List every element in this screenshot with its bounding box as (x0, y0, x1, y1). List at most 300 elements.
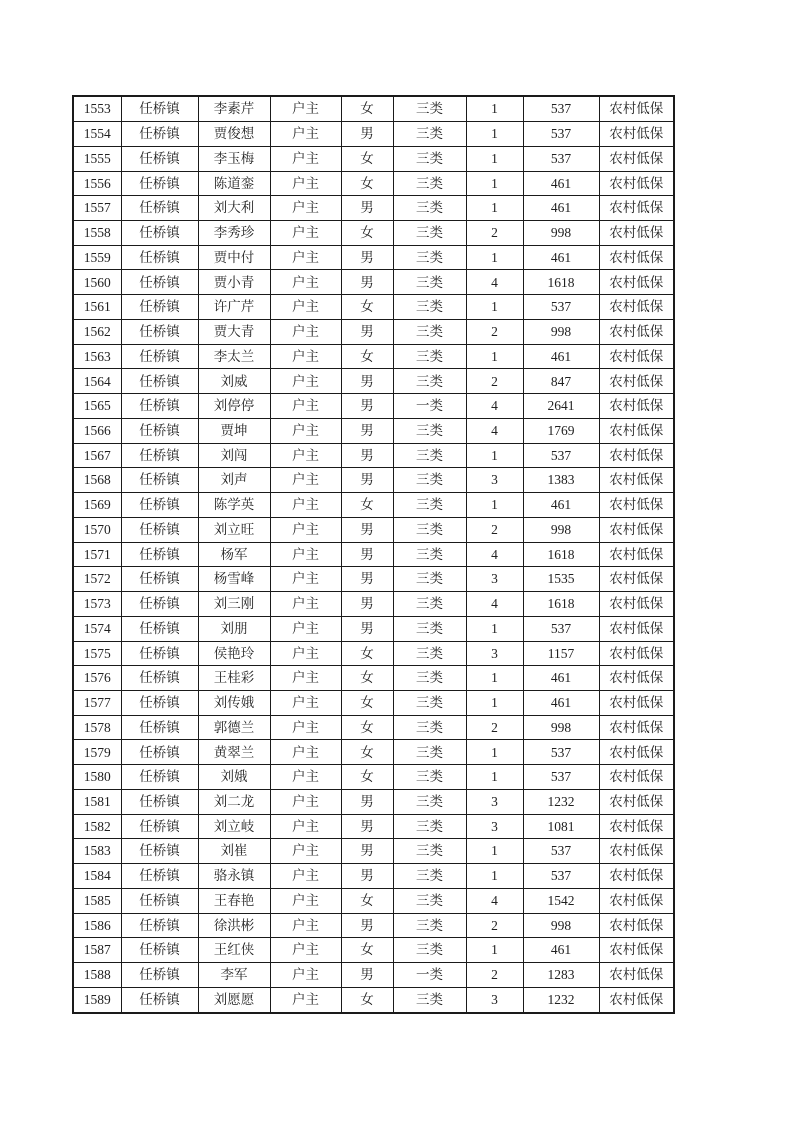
cell-town: 任桥镇 (121, 641, 198, 666)
cell-amount: 998 (523, 913, 599, 938)
cell-serial-number: 1582 (73, 814, 121, 839)
cell-amount: 1769 (523, 418, 599, 443)
cell-amount: 998 (523, 517, 599, 542)
cell-serial-number: 1564 (73, 369, 121, 394)
cell-category: 三类 (393, 418, 466, 443)
cell-serial-number: 1576 (73, 666, 121, 691)
cell-serial-number: 1579 (73, 740, 121, 765)
cell-gender: 男 (341, 839, 393, 864)
cell-serial-number: 1560 (73, 270, 121, 295)
cell-household-relation: 户主 (270, 369, 341, 394)
cell-household-count: 3 (466, 567, 523, 592)
cell-category: 三类 (393, 641, 466, 666)
cell-category: 三类 (393, 740, 466, 765)
cell-welfare-type: 农村低保 (599, 221, 674, 246)
cell-gender: 男 (341, 913, 393, 938)
cell-serial-number: 1588 (73, 963, 121, 988)
cell-serial-number: 1554 (73, 122, 121, 147)
cell-amount: 461 (523, 196, 599, 221)
table-row (73, 567, 674, 592)
cell-town: 任桥镇 (121, 221, 198, 246)
cell-category: 三类 (393, 146, 466, 171)
table-row (73, 418, 674, 443)
table-row (73, 517, 674, 542)
cell-household-relation: 户主 (270, 517, 341, 542)
cell-household-relation: 户主 (270, 196, 341, 221)
cell-name: 王春艳 (198, 888, 270, 913)
cell-household-count: 1 (466, 146, 523, 171)
cell-name: 刘立旺 (198, 517, 270, 542)
cell-category: 三类 (393, 493, 466, 518)
cell-name: 刘崔 (198, 839, 270, 864)
table-row (73, 394, 674, 419)
cell-town: 任桥镇 (121, 542, 198, 567)
cell-gender: 男 (341, 270, 393, 295)
cell-amount: 1542 (523, 888, 599, 913)
cell-town: 任桥镇 (121, 938, 198, 963)
cell-household-relation: 户主 (270, 468, 341, 493)
cell-gender: 男 (341, 369, 393, 394)
cell-welfare-type: 农村低保 (599, 740, 674, 765)
welfare-recipients-table (72, 95, 675, 1014)
cell-town: 任桥镇 (121, 888, 198, 913)
cell-town: 任桥镇 (121, 295, 198, 320)
cell-amount: 461 (523, 171, 599, 196)
cell-household-count: 1 (466, 616, 523, 641)
cell-welfare-type: 农村低保 (599, 765, 674, 790)
cell-household-count: 4 (466, 592, 523, 617)
table-row (73, 245, 674, 270)
cell-category: 三类 (393, 814, 466, 839)
cell-amount: 461 (523, 245, 599, 270)
cell-name: 李秀珍 (198, 221, 270, 246)
table-row (73, 171, 674, 196)
cell-household-count: 1 (466, 295, 523, 320)
cell-town: 任桥镇 (121, 913, 198, 938)
cell-category: 三类 (393, 196, 466, 221)
cell-amount: 537 (523, 740, 599, 765)
cell-household-relation: 户主 (270, 171, 341, 196)
cell-household-count: 3 (466, 789, 523, 814)
cell-household-relation: 户主 (270, 245, 341, 270)
cell-amount: 461 (523, 666, 599, 691)
cell-name: 刘立岐 (198, 814, 270, 839)
cell-welfare-type: 农村低保 (599, 270, 674, 295)
cell-category: 三类 (393, 690, 466, 715)
cell-amount: 537 (523, 839, 599, 864)
cell-serial-number: 1558 (73, 221, 121, 246)
cell-household-relation: 户主 (270, 814, 341, 839)
cell-serial-number: 1563 (73, 344, 121, 369)
cell-gender: 男 (341, 616, 393, 641)
table-row (73, 888, 674, 913)
cell-gender: 女 (341, 666, 393, 691)
cell-household-count: 2 (466, 715, 523, 740)
cell-household-relation: 户主 (270, 641, 341, 666)
cell-serial-number: 1575 (73, 641, 121, 666)
cell-welfare-type: 农村低保 (599, 987, 674, 1013)
table-row (73, 616, 674, 641)
cell-household-relation: 户主 (270, 765, 341, 790)
table-row (73, 913, 674, 938)
cell-gender: 男 (341, 814, 393, 839)
cell-household-count: 1 (466, 690, 523, 715)
cell-name: 陈学英 (198, 493, 270, 518)
cell-serial-number: 1571 (73, 542, 121, 567)
cell-welfare-type: 农村低保 (599, 344, 674, 369)
cell-town: 任桥镇 (121, 690, 198, 715)
cell-serial-number: 1566 (73, 418, 121, 443)
cell-serial-number: 1562 (73, 319, 121, 344)
cell-name: 刘娥 (198, 765, 270, 790)
cell-welfare-type: 农村低保 (599, 789, 674, 814)
cell-household-count: 4 (466, 888, 523, 913)
cell-welfare-type: 农村低保 (599, 814, 674, 839)
cell-name: 刘停停 (198, 394, 270, 419)
cell-welfare-type: 农村低保 (599, 963, 674, 988)
cell-gender: 女 (341, 146, 393, 171)
cell-town: 任桥镇 (121, 740, 198, 765)
cell-household-relation: 户主 (270, 270, 341, 295)
cell-gender: 男 (341, 567, 393, 592)
cell-town: 任桥镇 (121, 987, 198, 1013)
cell-town: 任桥镇 (121, 468, 198, 493)
cell-household-relation: 户主 (270, 96, 341, 122)
cell-household-relation: 户主 (270, 864, 341, 889)
table-row (73, 196, 674, 221)
cell-household-count: 1 (466, 740, 523, 765)
cell-town: 任桥镇 (121, 839, 198, 864)
cell-household-relation: 户主 (270, 913, 341, 938)
cell-amount: 1618 (523, 542, 599, 567)
cell-gender: 男 (341, 319, 393, 344)
cell-serial-number: 1583 (73, 839, 121, 864)
cell-name: 贾小青 (198, 270, 270, 295)
cell-gender: 女 (341, 740, 393, 765)
table-row (73, 96, 674, 122)
table-row (73, 839, 674, 864)
cell-town: 任桥镇 (121, 394, 198, 419)
cell-amount: 1283 (523, 963, 599, 988)
cell-category: 三类 (393, 122, 466, 147)
cell-welfare-type: 农村低保 (599, 319, 674, 344)
cell-household-count: 1 (466, 864, 523, 889)
cell-name: 刘大利 (198, 196, 270, 221)
cell-category: 三类 (393, 542, 466, 567)
cell-amount: 1232 (523, 789, 599, 814)
cell-amount: 1535 (523, 567, 599, 592)
cell-town: 任桥镇 (121, 196, 198, 221)
cell-amount: 1232 (523, 987, 599, 1013)
cell-town: 任桥镇 (121, 567, 198, 592)
cell-category: 三类 (393, 171, 466, 196)
cell-category: 三类 (393, 913, 466, 938)
cell-name: 刘二龙 (198, 789, 270, 814)
cell-town: 任桥镇 (121, 864, 198, 889)
cell-name: 贾坤 (198, 418, 270, 443)
cell-name: 李军 (198, 963, 270, 988)
cell-amount: 461 (523, 493, 599, 518)
cell-household-count: 3 (466, 814, 523, 839)
cell-town: 任桥镇 (121, 344, 198, 369)
cell-amount: 537 (523, 765, 599, 790)
cell-category: 三类 (393, 96, 466, 122)
cell-name: 杨军 (198, 542, 270, 567)
cell-name: 刘传娥 (198, 690, 270, 715)
cell-serial-number: 1587 (73, 938, 121, 963)
cell-name: 许广芹 (198, 295, 270, 320)
cell-household-count: 4 (466, 418, 523, 443)
table-row (73, 715, 674, 740)
cell-town: 任桥镇 (121, 789, 198, 814)
cell-serial-number: 1556 (73, 171, 121, 196)
cell-gender: 女 (341, 96, 393, 122)
cell-household-relation: 户主 (270, 616, 341, 641)
cell-category: 三类 (393, 715, 466, 740)
cell-category: 三类 (393, 369, 466, 394)
cell-gender: 男 (341, 592, 393, 617)
cell-name: 刘声 (198, 468, 270, 493)
cell-town: 任桥镇 (121, 245, 198, 270)
cell-gender: 女 (341, 690, 393, 715)
cell-serial-number: 1572 (73, 567, 121, 592)
cell-town: 任桥镇 (121, 122, 198, 147)
cell-town: 任桥镇 (121, 319, 198, 344)
cell-category: 三类 (393, 839, 466, 864)
cell-household-count: 3 (466, 468, 523, 493)
cell-household-count: 1 (466, 122, 523, 147)
cell-amount: 461 (523, 344, 599, 369)
cell-gender: 女 (341, 715, 393, 740)
cell-name: 李太兰 (198, 344, 270, 369)
cell-category: 一类 (393, 394, 466, 419)
cell-serial-number: 1584 (73, 864, 121, 889)
cell-welfare-type: 农村低保 (599, 468, 674, 493)
table-row (73, 493, 674, 518)
cell-household-count: 1 (466, 196, 523, 221)
cell-serial-number: 1561 (73, 295, 121, 320)
cell-household-relation: 户主 (270, 319, 341, 344)
cell-household-relation: 户主 (270, 740, 341, 765)
cell-amount: 998 (523, 715, 599, 740)
cell-welfare-type: 农村低保 (599, 592, 674, 617)
table-row (73, 344, 674, 369)
cell-serial-number: 1569 (73, 493, 121, 518)
cell-gender: 男 (341, 196, 393, 221)
cell-town: 任桥镇 (121, 146, 198, 171)
cell-gender: 女 (341, 641, 393, 666)
cell-household-relation: 户主 (270, 839, 341, 864)
cell-amount: 537 (523, 616, 599, 641)
cell-welfare-type: 农村低保 (599, 171, 674, 196)
cell-town: 任桥镇 (121, 814, 198, 839)
cell-amount: 537 (523, 146, 599, 171)
cell-welfare-type: 农村低保 (599, 394, 674, 419)
table-row (73, 641, 674, 666)
cell-serial-number: 1555 (73, 146, 121, 171)
cell-amount: 847 (523, 369, 599, 394)
cell-welfare-type: 农村低保 (599, 122, 674, 147)
table-body (73, 96, 674, 1013)
cell-gender: 男 (341, 443, 393, 468)
cell-welfare-type: 农村低保 (599, 839, 674, 864)
cell-household-count: 1 (466, 493, 523, 518)
cell-household-relation: 户主 (270, 666, 341, 691)
cell-household-relation: 户主 (270, 122, 341, 147)
table-row (73, 740, 674, 765)
cell-household-relation: 户主 (270, 715, 341, 740)
table-row (73, 592, 674, 617)
cell-town: 任桥镇 (121, 270, 198, 295)
cell-name: 杨雪峰 (198, 567, 270, 592)
cell-town: 任桥镇 (121, 666, 198, 691)
cell-serial-number: 1580 (73, 765, 121, 790)
cell-town: 任桥镇 (121, 517, 198, 542)
cell-household-relation: 户主 (270, 789, 341, 814)
cell-name: 贾大青 (198, 319, 270, 344)
cell-household-count: 2 (466, 221, 523, 246)
cell-town: 任桥镇 (121, 765, 198, 790)
cell-amount: 461 (523, 938, 599, 963)
cell-gender: 男 (341, 418, 393, 443)
cell-name: 陈道銮 (198, 171, 270, 196)
cell-category: 三类 (393, 864, 466, 889)
cell-household-relation: 户主 (270, 443, 341, 468)
cell-welfare-type: 农村低保 (599, 616, 674, 641)
cell-welfare-type: 农村低保 (599, 418, 674, 443)
cell-category: 三类 (393, 319, 466, 344)
cell-gender: 女 (341, 765, 393, 790)
cell-category: 三类 (393, 295, 466, 320)
cell-category: 三类 (393, 567, 466, 592)
cell-household-count: 1 (466, 839, 523, 864)
cell-gender: 男 (341, 394, 393, 419)
cell-household-count: 1 (466, 666, 523, 691)
cell-serial-number: 1568 (73, 468, 121, 493)
cell-welfare-type: 农村低保 (599, 443, 674, 468)
cell-name: 徐洪彬 (198, 913, 270, 938)
cell-amount: 1157 (523, 641, 599, 666)
cell-gender: 男 (341, 963, 393, 988)
cell-category: 三类 (393, 245, 466, 270)
cell-gender: 男 (341, 245, 393, 270)
cell-name: 骆永镇 (198, 864, 270, 889)
cell-serial-number: 1565 (73, 394, 121, 419)
cell-welfare-type: 农村低保 (599, 938, 674, 963)
cell-town: 任桥镇 (121, 715, 198, 740)
cell-gender: 女 (341, 171, 393, 196)
cell-serial-number: 1557 (73, 196, 121, 221)
cell-household-relation: 户主 (270, 146, 341, 171)
cell-town: 任桥镇 (121, 963, 198, 988)
cell-welfare-type: 农村低保 (599, 196, 674, 221)
cell-household-relation: 户主 (270, 394, 341, 419)
table-row (73, 963, 674, 988)
cell-welfare-type: 农村低保 (599, 295, 674, 320)
table-row (73, 319, 674, 344)
cell-household-relation: 户主 (270, 888, 341, 913)
cell-name: 贾中付 (198, 245, 270, 270)
cell-amount: 537 (523, 864, 599, 889)
cell-name: 李玉梅 (198, 146, 270, 171)
cell-name: 黄翠兰 (198, 740, 270, 765)
cell-household-relation: 户主 (270, 690, 341, 715)
table-row (73, 938, 674, 963)
table-row (73, 765, 674, 790)
cell-gender: 女 (341, 493, 393, 518)
cell-welfare-type: 农村低保 (599, 245, 674, 270)
cell-amount: 2641 (523, 394, 599, 419)
cell-amount: 537 (523, 443, 599, 468)
table-row (73, 542, 674, 567)
cell-household-relation: 户主 (270, 938, 341, 963)
cell-welfare-type: 农村低保 (599, 146, 674, 171)
cell-category: 三类 (393, 789, 466, 814)
cell-household-relation: 户主 (270, 418, 341, 443)
cell-name: 刘朋 (198, 616, 270, 641)
cell-amount: 1618 (523, 270, 599, 295)
cell-category: 三类 (393, 344, 466, 369)
cell-town: 任桥镇 (121, 592, 198, 617)
cell-gender: 男 (341, 517, 393, 542)
cell-name: 郭德兰 (198, 715, 270, 740)
cell-category: 三类 (393, 517, 466, 542)
cell-amount: 537 (523, 96, 599, 122)
cell-household-relation: 户主 (270, 295, 341, 320)
cell-category: 三类 (393, 666, 466, 691)
table-row (73, 789, 674, 814)
cell-welfare-type: 农村低保 (599, 690, 674, 715)
cell-category: 三类 (393, 616, 466, 641)
cell-serial-number: 1553 (73, 96, 121, 122)
cell-welfare-type: 农村低保 (599, 641, 674, 666)
table-row (73, 690, 674, 715)
cell-category: 三类 (393, 443, 466, 468)
cell-category: 一类 (393, 963, 466, 988)
cell-household-relation: 户主 (270, 567, 341, 592)
cell-household-count: 1 (466, 245, 523, 270)
cell-household-count: 1 (466, 765, 523, 790)
cell-household-count: 2 (466, 319, 523, 344)
cell-gender: 女 (341, 344, 393, 369)
cell-household-count: 1 (466, 938, 523, 963)
cell-household-relation: 户主 (270, 221, 341, 246)
cell-name: 刘愿愿 (198, 987, 270, 1013)
cell-serial-number: 1574 (73, 616, 121, 641)
cell-gender: 女 (341, 888, 393, 913)
cell-category: 三类 (393, 270, 466, 295)
cell-gender: 女 (341, 987, 393, 1013)
cell-amount: 1081 (523, 814, 599, 839)
cell-household-relation: 户主 (270, 344, 341, 369)
table-row (73, 443, 674, 468)
cell-household-count: 3 (466, 641, 523, 666)
table-row (73, 666, 674, 691)
cell-household-count: 1 (466, 344, 523, 369)
cell-gender: 女 (341, 295, 393, 320)
cell-serial-number: 1573 (73, 592, 121, 617)
table-row (73, 864, 674, 889)
cell-gender: 男 (341, 122, 393, 147)
cell-town: 任桥镇 (121, 493, 198, 518)
cell-category: 三类 (393, 221, 466, 246)
cell-household-relation: 户主 (270, 493, 341, 518)
cell-gender: 男 (341, 789, 393, 814)
cell-amount: 998 (523, 319, 599, 344)
cell-welfare-type: 农村低保 (599, 542, 674, 567)
cell-household-count: 2 (466, 963, 523, 988)
cell-gender: 男 (341, 864, 393, 889)
